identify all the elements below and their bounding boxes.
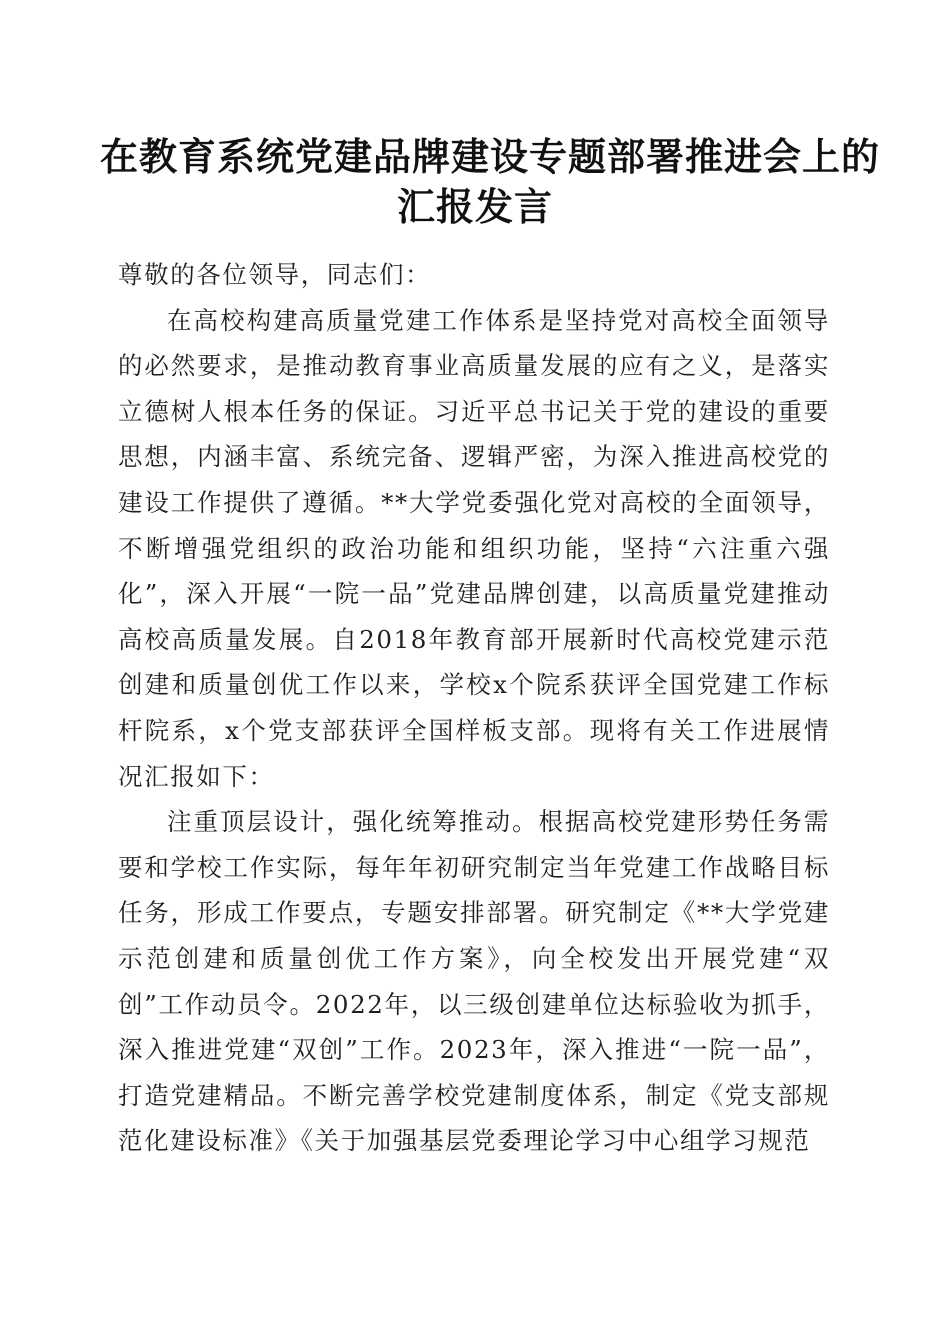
salutation: 尊敬的各位领导，同志们： xyxy=(118,260,432,289)
paragraph-top-level-design: 注重顶层设计，强化统筹推动。根据高校党建形势任务需要和学校工作实际，每年年初研究制定当年党建工作战略目标任务，形成工作要点，专题安排部署。研究制定《**大学党建示范创建和质量创优工作方案》，向全校发出开展党建“双创”工作动员令。2022年，以三级创建单位达标验收为抓手，深入推进党建“双创”工作。2023年，深入推进“一院一品”，打造党建精品。不断完善学校党建制度体系，制定《党支部规范化建设标准》《关于加强基层党委理论学习中心组学习规范 xyxy=(118,807,830,1156)
title-line-1: 在教育系统党建品牌建设专题部署推进会上的 xyxy=(100,134,881,179)
paragraph-intro: 在高校构建高质量党建工作体系是坚持党对高校全面领导的必然要求，是推动教育事业高质量发展的应有之义，是落实立德树人根本任务的保证。习近平总书记关于党的建设的重要思想，内涵丰富、系统完备、逻辑严密，为深入推进高校党的建设工作提供了遵循。**大学党委强化党对高校的全面领导，不断增强党组织的政治功能和组织功能，坚持“六注重六强化”，深入开展“一院一品”党建品牌创建，以高质量党建推动高校高质量发展。自2018年教育部开展新时代高校党建示范创建和质量创优工作以来，学校x个院系获评全国党建工作标杆院系，x个党支部获评全国样板支部。现将有关工作进展情况汇报如下： xyxy=(118,305,830,791)
document-body xyxy=(118,252,830,1164)
title-line-2: 汇报发言 xyxy=(396,184,553,229)
document-title xyxy=(100,132,881,232)
